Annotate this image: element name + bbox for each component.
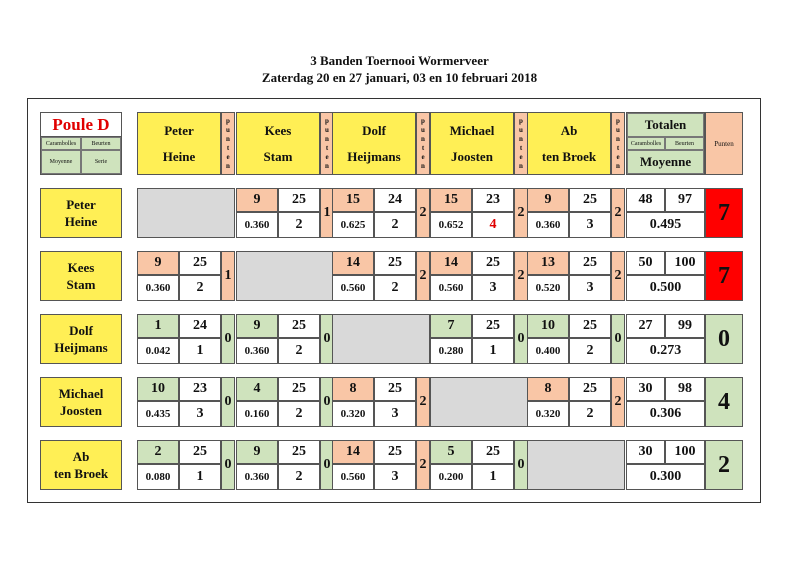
match-points: 2 bbox=[611, 377, 625, 427]
beurten-value: 25 bbox=[472, 440, 514, 464]
empty-self-match bbox=[332, 314, 430, 364]
header-player-1 bbox=[236, 112, 320, 175]
separator-letter: e bbox=[421, 152, 425, 161]
separator-letter: u bbox=[616, 125, 620, 134]
serie-value: 3 bbox=[569, 275, 611, 301]
row-player-last: Stam bbox=[66, 277, 96, 292]
caramboles-value: 9 bbox=[137, 251, 179, 275]
separator-letter: e bbox=[325, 152, 329, 161]
total-beurten: 98 bbox=[665, 377, 705, 401]
moyenne-value: 0.560 bbox=[430, 275, 472, 301]
row-player-last: Joosten bbox=[60, 403, 102, 418]
row-player-first: Dolf bbox=[69, 323, 93, 338]
separator-letter: p bbox=[616, 116, 620, 125]
caramboles-value: 13 bbox=[527, 251, 569, 275]
header-player-last: Heine bbox=[162, 148, 196, 164]
moyenne-value: 0.360 bbox=[236, 338, 278, 364]
moyenne-value: 0.160 bbox=[236, 401, 278, 427]
match-points: 0 bbox=[221, 377, 235, 427]
match-points: 0 bbox=[221, 314, 235, 364]
moyenne-value: 0.400 bbox=[527, 338, 569, 364]
beurten-value: 25 bbox=[472, 314, 514, 338]
moyenne-value: 0.320 bbox=[527, 401, 569, 427]
serie-value: 2 bbox=[278, 212, 320, 238]
total-beurten: 100 bbox=[665, 440, 705, 464]
beurten-value: 23 bbox=[472, 188, 514, 212]
match-points: 2 bbox=[416, 188, 430, 238]
caramboles-value: 1 bbox=[137, 314, 179, 338]
serie-value: 1 bbox=[472, 464, 514, 490]
caramboles-value: 9 bbox=[236, 188, 278, 212]
caramboles-value: 9 bbox=[236, 440, 278, 464]
header-player-first: Michael bbox=[449, 122, 495, 138]
serie-value: 3 bbox=[569, 212, 611, 238]
moyenne-value: 0.320 bbox=[332, 401, 374, 427]
separator-letter: n bbox=[325, 134, 329, 143]
moyenne-value: 0.200 bbox=[430, 464, 472, 490]
beurten-value: 25 bbox=[374, 251, 416, 275]
serie-value: 4 bbox=[472, 212, 514, 238]
poule-box-caramboles: Carambolles bbox=[41, 137, 81, 150]
serie-value: 1 bbox=[179, 464, 221, 490]
page-title: 3 Banden Toernooi Wormerveer bbox=[310, 53, 489, 68]
moyenne-value: 0.360 bbox=[527, 212, 569, 238]
total-moyenne: 0.500 bbox=[626, 275, 705, 301]
match-points: 2 bbox=[514, 251, 528, 301]
match-points: 2 bbox=[416, 440, 430, 490]
beurten-value: 25 bbox=[278, 314, 320, 338]
row-player-name bbox=[40, 440, 122, 490]
moyenne-value: 0.652 bbox=[430, 212, 472, 238]
row-player-last: ten Broek bbox=[53, 466, 109, 481]
caramboles-value: 14 bbox=[332, 251, 374, 275]
total-caramboles: 30 bbox=[626, 377, 665, 401]
header-punten-separator bbox=[221, 112, 235, 175]
serie-value: 3 bbox=[374, 464, 416, 490]
beurten-value: 24 bbox=[179, 314, 221, 338]
totals-header bbox=[626, 112, 705, 175]
caramboles-value: 5 bbox=[430, 440, 472, 464]
match-points: 2 bbox=[611, 251, 625, 301]
row-player-first: Kees bbox=[67, 260, 95, 275]
empty-self-match bbox=[527, 440, 625, 490]
separator-letter: t bbox=[616, 143, 620, 152]
poule-box bbox=[40, 112, 122, 175]
header-player-last: Joosten bbox=[451, 148, 493, 164]
total-punten: 0 bbox=[705, 314, 743, 364]
moyenne-value: 0.625 bbox=[332, 212, 374, 238]
totals-header-caramboles: Carambolles bbox=[627, 137, 665, 150]
row-player-first: Peter bbox=[66, 197, 96, 212]
total-punten: 2 bbox=[705, 440, 743, 490]
separator-letter: e bbox=[226, 152, 230, 161]
moyenne-value: 0.560 bbox=[332, 464, 374, 490]
empty-self-match bbox=[137, 188, 235, 238]
header-player-2 bbox=[332, 112, 416, 175]
serie-value: 3 bbox=[374, 401, 416, 427]
match-points: 2 bbox=[514, 188, 528, 238]
separator-letter: u bbox=[519, 125, 523, 134]
match-points: 2 bbox=[416, 251, 430, 301]
separator-letter: n bbox=[616, 161, 620, 170]
separator-letter: t bbox=[226, 143, 230, 152]
row-player-name bbox=[40, 251, 122, 301]
beurten-value: 25 bbox=[569, 377, 611, 401]
totals-header-moyenne: Moyenne bbox=[627, 150, 704, 174]
beurten-value: 25 bbox=[278, 440, 320, 464]
serie-value: 2 bbox=[374, 212, 416, 238]
match-points: 2 bbox=[416, 377, 430, 427]
poule-box-beurten: Beurten bbox=[81, 137, 121, 150]
match-points: 0 bbox=[514, 440, 528, 490]
separator-letter: p bbox=[421, 116, 425, 125]
header-punten-separator bbox=[416, 112, 430, 175]
separator-letter: n bbox=[325, 161, 329, 170]
separator-letter: u bbox=[325, 125, 329, 134]
beurten-value: 24 bbox=[374, 188, 416, 212]
match-points: 1 bbox=[221, 251, 235, 301]
match-points: 0 bbox=[514, 314, 528, 364]
header-player-last: ten Broek bbox=[541, 148, 597, 164]
row-player-first: Ab bbox=[72, 449, 90, 464]
caramboles-value: 15 bbox=[332, 188, 374, 212]
moyenne-value: 0.360 bbox=[236, 212, 278, 238]
beurten-value: 23 bbox=[179, 377, 221, 401]
total-punten: 7 bbox=[705, 251, 743, 301]
caramboles-value: 8 bbox=[527, 377, 569, 401]
caramboles-value: 14 bbox=[430, 251, 472, 275]
row-player-name bbox=[40, 377, 122, 427]
separator-letter: n bbox=[519, 134, 523, 143]
total-moyenne: 0.306 bbox=[626, 401, 705, 427]
totals-header-title: Totalen bbox=[627, 113, 704, 137]
header-player-first: Ab bbox=[560, 122, 578, 138]
separator-letter: u bbox=[226, 125, 230, 134]
beurten-value: 25 bbox=[278, 377, 320, 401]
separator-letter: t bbox=[325, 143, 329, 152]
caramboles-value: 7 bbox=[430, 314, 472, 338]
totals-header-beurten: Beurten bbox=[665, 137, 704, 150]
match-points: 0 bbox=[320, 440, 334, 490]
moyenne-value: 0.280 bbox=[430, 338, 472, 364]
separator-letter: u bbox=[421, 125, 425, 134]
total-moyenne: 0.300 bbox=[626, 464, 705, 490]
serie-value: 2 bbox=[278, 464, 320, 490]
row-player-last: Heijmans bbox=[54, 340, 108, 355]
serie-value: 2 bbox=[179, 275, 221, 301]
total-punten: 7 bbox=[705, 188, 743, 238]
serie-value: 3 bbox=[179, 401, 221, 427]
caramboles-value: 10 bbox=[137, 377, 179, 401]
serie-value: 2 bbox=[278, 401, 320, 427]
caramboles-value: 9 bbox=[236, 314, 278, 338]
moyenne-value: 0.360 bbox=[236, 464, 278, 490]
match-points: 2 bbox=[611, 188, 625, 238]
separator-letter: n bbox=[519, 161, 523, 170]
caramboles-value: 8 bbox=[332, 377, 374, 401]
beurten-value: 25 bbox=[569, 251, 611, 275]
total-caramboles: 48 bbox=[626, 188, 665, 212]
total-beurten: 97 bbox=[665, 188, 705, 212]
beurten-value: 25 bbox=[569, 188, 611, 212]
serie-value: 1 bbox=[472, 338, 514, 364]
separator-letter: t bbox=[421, 143, 425, 152]
total-beurten: 99 bbox=[665, 314, 705, 338]
separator-letter: p bbox=[519, 116, 523, 125]
header-player-last: Heijmans bbox=[347, 148, 401, 164]
row-player-name bbox=[40, 188, 122, 238]
serie-value: 2 bbox=[569, 401, 611, 427]
caramboles-value: 2 bbox=[137, 440, 179, 464]
caramboles-value: 10 bbox=[527, 314, 569, 338]
moyenne-value: 0.042 bbox=[137, 338, 179, 364]
separator-letter: e bbox=[519, 152, 523, 161]
header-punten-separator bbox=[514, 112, 528, 175]
total-moyenne: 0.273 bbox=[626, 338, 705, 364]
beurten-value: 25 bbox=[569, 314, 611, 338]
serie-value: 2 bbox=[278, 338, 320, 364]
match-points: 0 bbox=[221, 440, 235, 490]
beurten-value: 25 bbox=[278, 188, 320, 212]
beurten-value: 25 bbox=[374, 440, 416, 464]
match-points: 0 bbox=[320, 314, 334, 364]
serie-value: 2 bbox=[374, 275, 416, 301]
moyenne-value: 0.360 bbox=[137, 275, 179, 301]
header-player-first: Peter bbox=[164, 122, 194, 138]
match-points: 1 bbox=[320, 188, 334, 238]
total-caramboles: 27 bbox=[626, 314, 665, 338]
serie-value: 1 bbox=[179, 338, 221, 364]
header-player-first: Dolf bbox=[362, 122, 386, 138]
separator-letter: n bbox=[226, 134, 230, 143]
header-player-0 bbox=[137, 112, 221, 175]
row-player-last: Heine bbox=[64, 214, 98, 229]
caramboles-value: 4 bbox=[236, 377, 278, 401]
header-player-3 bbox=[430, 112, 514, 175]
caramboles-value: 14 bbox=[332, 440, 374, 464]
poule-box-moyenne: Moyenne bbox=[41, 150, 81, 174]
empty-self-match bbox=[236, 251, 334, 301]
beurten-value: 25 bbox=[374, 377, 416, 401]
beurten-value: 25 bbox=[179, 251, 221, 275]
beurten-value: 25 bbox=[472, 251, 514, 275]
poule-title: Poule D bbox=[41, 113, 121, 137]
separator-letter: t bbox=[519, 143, 523, 152]
serie-value: 3 bbox=[472, 275, 514, 301]
moyenne-value: 0.435 bbox=[137, 401, 179, 427]
moyenne-value: 0.560 bbox=[332, 275, 374, 301]
row-player-name bbox=[40, 314, 122, 364]
page-subtitle: Zaterdag 20 en 27 januari, 03 en 10 februari 2018 bbox=[261, 70, 538, 85]
beurten-value: 25 bbox=[179, 440, 221, 464]
empty-self-match bbox=[430, 377, 528, 427]
punten-header: Punten bbox=[705, 112, 743, 175]
separator-letter: p bbox=[226, 116, 230, 125]
separator-letter: p bbox=[325, 116, 329, 125]
separator-letter: n bbox=[616, 134, 620, 143]
poule-box-serie: Serie bbox=[81, 150, 121, 174]
caramboles-value: 9 bbox=[527, 188, 569, 212]
row-player-first: Michael bbox=[58, 386, 104, 401]
total-beurten: 100 bbox=[665, 251, 705, 275]
caramboles-value: 15 bbox=[430, 188, 472, 212]
moyenne-value: 0.080 bbox=[137, 464, 179, 490]
total-caramboles: 50 bbox=[626, 251, 665, 275]
header-player-4 bbox=[527, 112, 611, 175]
serie-value: 2 bbox=[569, 338, 611, 364]
header-punten-separator bbox=[611, 112, 625, 175]
separator-letter: n bbox=[421, 134, 425, 143]
separator-letter: e bbox=[616, 152, 620, 161]
total-caramboles: 30 bbox=[626, 440, 665, 464]
header-player-last: Stam bbox=[263, 148, 293, 164]
moyenne-value: 0.520 bbox=[527, 275, 569, 301]
match-points: 0 bbox=[611, 314, 625, 364]
match-points: 0 bbox=[320, 377, 334, 427]
separator-letter: n bbox=[226, 161, 230, 170]
total-punten: 4 bbox=[705, 377, 743, 427]
total-moyenne: 0.495 bbox=[626, 212, 705, 238]
separator-letter: n bbox=[421, 161, 425, 170]
header-player-first: Kees bbox=[264, 122, 292, 138]
